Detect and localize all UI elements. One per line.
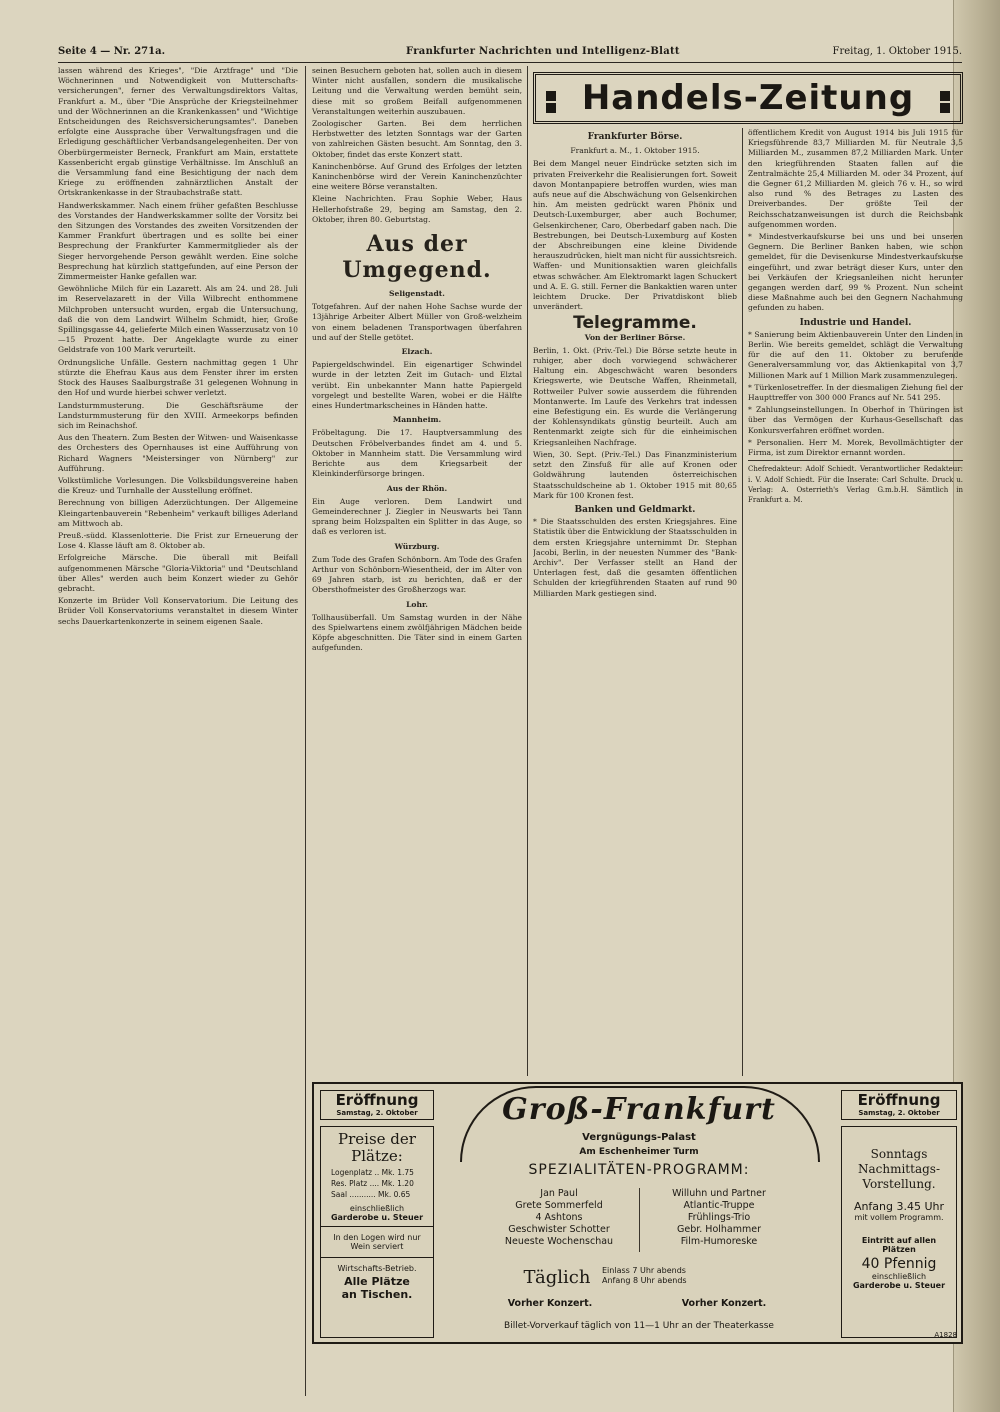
industrie-title: Industrie und Handel. [799,317,912,328]
berliner-boerse-title: Von der Berliner Börse. [584,332,686,342]
ad-right-flag-box [841,1090,957,1120]
ad-act: Willuhn und Partner [672,1188,766,1199]
place-heading: Würzburg. [394,541,440,551]
banken-title: Banken und Geldmarkt. [574,504,696,515]
ad-price-value: 1.20 [397,1179,414,1188]
article-paragraph: Aus den Theatern. Zum Besten der Witwen- und Waisenkasse des Orchesters des Opernhauses ist eine Aufführung von Richard Wagners "Meistersinger von Nürnberg" zur Aufführung. [58,433,298,473]
ad-vorher-konzert-left: Vorher Konzert. [507,1298,593,1309]
place-heading: Aus der Rhön. [386,483,448,493]
ad-act: Film-Humoreske [680,1236,758,1247]
header-masthead: Frankfurter Nachrichten und Intelligenz-Blatt [406,46,680,57]
ad-acts-right [644,1188,794,1248]
ad-price-row [331,1178,433,1189]
handelszeitung-banner [533,72,963,124]
ad-acts-divider [639,1188,640,1252]
place-heading: Elzach. [401,347,433,357]
ad-price-value: 0.65 [393,1190,411,1199]
imprint: Chefredakteur: Adolf Schiedt. Verantwortlicher Redakteur: i. V. Adolf Schiedt. Für die Inserate: Carl Schulte. Druck u. Verlag: A. Osterrieth's Verlag G.m.b.H. Sämtlich in Frankfurt a. M. [748,460,963,505]
article-paragraph: Preuß.-südd. Klassenlotterie. Die Frist zur Erneuerung der Lose 4. Klasse läuft am 8. Oktober ab. [58,530,298,551]
ad-left-flag-box [320,1090,434,1120]
article-paragraph: * Die Staatsschulden des ersten Kriegsjahres. Eine Statistik über die Entwicklung der Staatsschulden in dem ersten Kriegsjahre unternimmt Dr. Stephan Jacobi, Berlin, in der neuesten Nummer des "Bank-Archiv". Der Verfasser stellt an Hand der Unterlagen fest, daß die gesamten öffentlichen Schulden der kriegführenden Staaten auf rund 90 Milliarden Mark gestiegen sind. [533,517,737,598]
ad-act: Gebr. Holhammer [676,1224,761,1235]
banner-title: Handels-Zeitung [581,78,915,118]
column-local-news [58,66,298,1396]
ad-price-row [331,1167,433,1178]
article-paragraph: Bei dem Mangel neuer Eindrücke setzten sich im privaten Freiverkehr die Realisierungen fort. Soweit davon Montanpapiere betroffen wurden, wies man aufs neue auf die Abschwächung von Gelsenkirchen hin. Am meisten gedrückt waren Phönix und Deutsch-Luxemburger, aber auch Bochumer, Gelsenkirchener, Caro, Oberbedarf gaben nach. Die Bestrebungen, bei Deutsch-Luxemburg auf Kosten der Abschreibungen eine kleine Dividende herauszudrücken, hielt man nicht für aussichtsreich. Waffen- und Munitionsaktien waren gleichfalls etwas schwächer. Am Elektromarkt lagen Schuckert und A. E. G. still. Ferner die Bankaktien waren unter leichtem Drucke. Der Privatdiskont blieb unverändert. [533,159,737,312]
article-paragraph: * Zahlungseinstellungen. In Oberhof in Thüringen ist über das Vermögen der Kurhaus-Gesellschaft das Konkursverfahren eröffnet worden. [748,405,963,435]
ad-alle-plaetze: Alle Plätze an Tischen. [341,1275,413,1301]
ad-right-info-box [841,1126,957,1338]
ad-wirtschaft: Wirtschafts-Betrieb. [337,1264,417,1273]
ad-sonntags: Sonntags Nachmittags-Vorstellung. [857,1147,940,1191]
ad-subtitle-location: Am Eschenheimer Turm [579,1147,699,1157]
advertisement-gross-frankfurt [312,1082,963,1344]
article-paragraph: Ein Auge verloren. Dem Landwirt und Gemeinderechner J. Ziegler in Neuswarts bei Tann sprang beim Holzspalten ein Splitter in das Auge, so daß es verloren ist. [312,496,522,537]
ad-start-time: Anfang 8 Uhr abends [602,1276,687,1285]
header-page-number: Seite 4 — Nr. 271a. [58,46,166,57]
article-paragraph: Erfolgreiche Märsche. Die überall mit Beifall aufgenommenen Märsche "Gloria-Viktoria" und "Deutschland über Alles" werden auch beim Konzert wieder zu Gehör gebracht. [58,553,298,593]
ad-price-label: Res. Platz .... Mk. [331,1179,395,1188]
article-paragraph: Berechnung von billigen Aderzüchtungen. Der Allgemeine Kleingartenbauverein "Rebenheim" verkauft billiges Aderland am Mittwoch ab. [58,498,298,528]
ad-garderobe: Garderobe u. Steuer [321,1213,433,1227]
ad-garderobe-right: Garderobe u. Steuer [852,1281,946,1290]
ad-act: Neueste Wochenschau [504,1236,614,1247]
article-paragraph: öffentlichem Kredit von August 1914 bis Juli 1915 für Kriegsführende 83,7 Milliarden M. für Neutrale 3,5 Milliarden M., zusammen 87,2 Milliarden Mark. Unter den kriegführenden Staaten fallen auf die Zentralmächte 25,4 Milliarden M. oder 34 Prozent, auf die Gegner 61,2 Milliarden M. gleich 76 v. H., so wird also rund % des Betrages zu Lasten des Dreiverbandes. Der größte Teil der Reichsschatzanweisungen ist durch die Reichsbank aufgenommen worden. [748,128,963,229]
ad-code: A1828 [934,1331,957,1339]
ad-act: 4 Ashtons [535,1212,583,1223]
article-paragraph: Ordnungsliche Unfälle. Gestern nachmittag gegen 1 Uhr stürzte die Ehefrau Kaus aus dem Fenster ihrer im ersten Stock des Hauses Saalburgstraße 31 gelegenen Wohnung in den Hof und wurde hierbei schwer verletzt. [58,357,298,398]
article-paragraph: Totgefahren. Auf der nahen Hohe Sachse wurde der 13jährige Arbeiter Albert Müller von Groß-welzheim von einem beladenen Transportwagen überfahren und auf der Stelle getötet. [312,302,522,342]
ad-einschl: einschließlich [349,1204,405,1213]
article-paragraph: Zoologischer Garten. Bei dem herrlichen Herbstwetter des letzten Sonntags war der Garten von zahlreichen Gästen besucht. Am Sonntag, den 3. Oktober, findet das erste Konzert statt. [312,119,522,159]
article-paragraph: Zum Tode des Grafen Schönborn. Am Tode des Grafen Arthur von Schönborn-Wiesentheid, der im Alter von 69 Jahren starb, ist zu berichten, daß er der Obersthofmeister des Großherzogs war. [312,554,522,595]
ad-act: Atlantic-Truppe [683,1200,755,1211]
column-divider [527,66,528,1076]
ad-left-date: Samstag, 2. Oktober [336,1109,418,1117]
ad-subtitle-palast: Vergnügungs-Palast [582,1132,696,1143]
header-date: Freitag, 1. Oktober 1915. [832,46,962,57]
banner-square-ornament [546,91,556,101]
ad-price-label: Logenplatz .. Mk. [331,1168,395,1177]
ad-pfennig: 40 Pfennig [861,1256,937,1272]
ad-price-list [321,1167,433,1200]
ad-programm: mit vollem Programm. [854,1213,944,1222]
article-paragraph: Handwerkskammer. Nach einem früher gefaßten Beschlusse des Vorstandes der Handwerkskammer sollte der Vorsitz bei den Sitzungen des Vorstandes des zweiten Vorsitzenden der Kammer Frankfurt übertragen und es sollte bei einer Besprechung der Frankfurter Kammermitglieder als der Sieger hervorgehende Person gewählt werden. Eine solche Besprechung hat kürzlich stattgefunden, auf eine Person der Zimmermeister Hanke gefallen war. [58,200,298,282]
article-paragraph: Kleine Nachrichten. Frau Sophie Weber, Haus Hellerhofstraße 29, beging am Samstag, den 2. Oktober, ihren 80. Geburtstag. [312,194,522,224]
ad-price-row [331,1189,433,1200]
column-finance [748,128,963,1076]
article-paragraph: Kaninchenbörse. Auf Grund des Erfolges der letzten Kaninchenbörse wird der Verein Kaninchenzüchter eine weitere Börse veranstalten. [312,161,522,192]
place-heading: Lohr. [406,599,428,609]
ad-einschl-right: einschließlich [871,1272,927,1281]
article-paragraph: Volkstümliche Vorlesungen. Die Volksbildungsvereine haben die Kreuz- und Turnhalle der Ausstellung eröffnet. [58,475,298,496]
ad-right-date: Samstag, 2. Oktober [858,1109,940,1117]
article-paragraph: * Türkenlosetreffer. In der diesmaligen Ziehung fiel der Haupttreffer von 300 000 Francs auf Nr. 541 295. [748,382,963,403]
article-paragraph: Fröbeltagung. Die 17. Hauptversammlung des Deutschen Fröbelverbandes findet am 4. und 5. Oktober in Mannheim statt. Die Versammlung wird Berichte aus dem Kriegsarbeit der Kleinkinderfürsorge bringen. [312,428,522,479]
place-heading: Mannheim. [392,415,442,425]
ad-acts-left [484,1188,634,1248]
ad-billet-info: Billet-Vorverkauf täglich von 11—1 Uhr an der Theaterkasse [504,1321,774,1331]
article-paragraph: Tollhausüberfall. Um Samstag wurden in der Nähe des Spielwartens einem zwölfjährigen Mädchen beide Köpfe abgeschnitten. Die Täter sind in einem Garten aufgefunden. [312,612,522,653]
ad-program-title: SPEZIALITÄTEN-PROGRAMM: [528,1162,750,1178]
column-boerse [533,128,737,1076]
boerse-dateline: Frankfurt a. M., 1. Oktober 1915. [570,146,700,156]
place-heading: Seligenstadt. [389,289,445,299]
ad-act: Frühlings-Trio [687,1212,751,1223]
article-paragraph: Gewöhnliche Milch für ein Lazarett. Als am 24. und 28. Juli im Reservelazarett in der Villa Wilbrecht enthommene Milchproben untersucht wurden, ergab die Untersuchung, daß die von dem Landwirt Wilhelm Schmidt, hier, Große Spillingsgasse 44, gelieferte Milch einen Wasserzusatz von 10—15 Prozent hatte. Der Angeklagte wurde zu einer Geldstrafe von 100 Mark verurteilt. [58,284,298,355]
banner-square-ornament [546,103,556,113]
article-paragraph: Wien, 30. Sept. (Priv.-Tel.) Das Finanzministerium setzt den Zinsfuß für alle auf Kronen oder Goldwährung lautenden österreichischen Staatsschuldscheine ab 1. Oktober 1915 mit 80,65 Mark für 100 Kronen fest. [533,449,737,500]
article-paragraph: Papiergeldschwindel. Ein eigenartiger Schwindel wurde in der letzten Zeit im Gutach- und Elztal verübt. Ein unbekannter Mann hatte Papiergeld vorgelegt und bestellte Waren, wobei er die Hälfte eines Hundertmarkscheines in Händen hatte. [312,360,522,411]
ad-entry-time: Einlass 7 Uhr abends [602,1266,686,1275]
ad-left-prices-box [320,1126,434,1338]
column-divider [742,128,743,1076]
ad-price-value: 1.75 [397,1168,414,1177]
telegramme-title: Telegramme. [573,313,697,334]
ad-anfang: Anfang 3.45 Uhr [853,1200,945,1213]
ad-logen-note: In den Logen wird nur Wein serviert [321,1227,433,1258]
ad-eintritt: Eintritt auf allen Plätzen [861,1236,937,1254]
ad-act: Grete Sommerfeld [515,1200,603,1211]
banner-square-ornament [940,91,950,101]
ad-title: Groß-Frankfurt [502,1092,776,1127]
section-title-umgegend: Aus der Umgegend. [342,231,492,284]
column-regional-news [312,66,522,1072]
column-divider [305,66,306,1396]
ad-prices-title: Preise der Plätze: [338,1130,416,1165]
article-paragraph: * Personalien. Herr M. Morek, Bevollmächtigter der Firma, ist zum Direktor ernannt worden. [748,437,963,458]
ad-price-label: Saal ........... Mk. [331,1190,392,1199]
article-paragraph: Landsturmmusterung. Die Geschäftsräume der Landsturmmusterung für den XVIII. Armeekorps befinden sich im Reinachshof. [58,400,298,430]
ad-right-flag: Eröffnung [857,1091,941,1109]
page-header [58,44,962,63]
article-paragraph: * Mindestverkaufskurse bei uns und bei unseren Gegnern. Die Berliner Banken haben, wie schon gemeldet, für die Devisenkurse Mindestverkaufskurse eingeführt, und zwar beträgt dieser Kurs, unter den bei Verkäufen der Kriegsanleihen nicht herunter gegangen werden darf, 99 % Prozent. Nun scheint diese Maßnahme auch bei den Gegnern Nachahmung gefunden zu haben. [748,232,963,313]
ad-act: Jan Paul [540,1188,578,1199]
ad-act: Geschwister Schotter [508,1224,610,1235]
ad-daily: Täglich [523,1267,591,1288]
banner-square-ornament [940,103,950,113]
article-paragraph: Berlin, 1. Okt. (Priv.-Tel.) Die Börse setzte heute in ruhiger, aber doch vorwiegend schwächerer Haltung ein. Abgeschwächt waren besonders Kriegswerte, wie Deutsche Waffen, Rheinmetall, Rottweiler Pulver sowie ausserdem die führenden Montanwerte. Im Laufe des Verkehrs trat indessen eine Befestigung ein. Es wurde die Verlängerung der Kohlensyndikats günstig beurteilt. Auch am Rentenmarkt zeigte sich für die einheimischen Kriegsanleihen Nachfrage. [533,345,737,447]
ad-left-flag: Eröffnung [335,1091,419,1109]
article-paragraph: seinen Besuchern geboten hat, sollen auch in diesem Winter nicht ausfallen, sondern die musikalische Leitung und die Verwaltung werden bemüht sein, diese mit so großem Beifall aufgenommenen Veranstaltungen weiterhin auszubauen. [312,66,522,116]
article-paragraph: Konzerte im Brüder Voll Konservatorium. Die Leitung des Brüder Voll Konservatoriums veranstaltet in diesem Winter sechs Dauerkartenkonzerte in seinem eigenen Saale. [58,596,298,626]
ad-times [602,1266,752,1286]
article-paragraph: * Sanierung beim Aktienbauverein Unter den Linden in Berlin. Wie bereits gemeldet, schlägt die Verwaltung für die auf den 11. Oktober zu berufende Generalversammlung vor, das Aktienkapital von 3,7 Millionen Mark auf 1 Million Mark zusammenzulegen. [748,329,963,380]
article-paragraph: lassen während des Krieges", "Die Arztfrage" und "Die Wöchnerinnen und Notwendigkeit von Mutterschafts-versicherungen", ferner des Verwaltungsdirektors Valtas, Frankfurt a. M., über "Die Ansprüche der Kriegsteilnehmer und der Wöchnerinnen an die Krankenkassen" und "Wichtige Entscheidungen des Reichsversicherungsamtes". Daneben erfolgte eine Aussprache über Verwaltungsfragen und die Erledigung geschäftlicher Verbandsangelegenheiten. Der von Oberbürgermeister Berneck, Frankfurt am Main, erstattete Kassenbericht ergab günstige Verhältnisse. Im Anschluß an die Versammlung fand eine Besichtigung der nach dem Kriege zu eröffnenden zahnärztlichen Anstalt der Ortskrankenkasse in der Straubachstraße statt. [58,66,298,198]
boerse-title: Frankfurter Börse. [587,132,683,142]
ad-vorher-konzert-right: Vorher Konzert. [681,1298,767,1309]
